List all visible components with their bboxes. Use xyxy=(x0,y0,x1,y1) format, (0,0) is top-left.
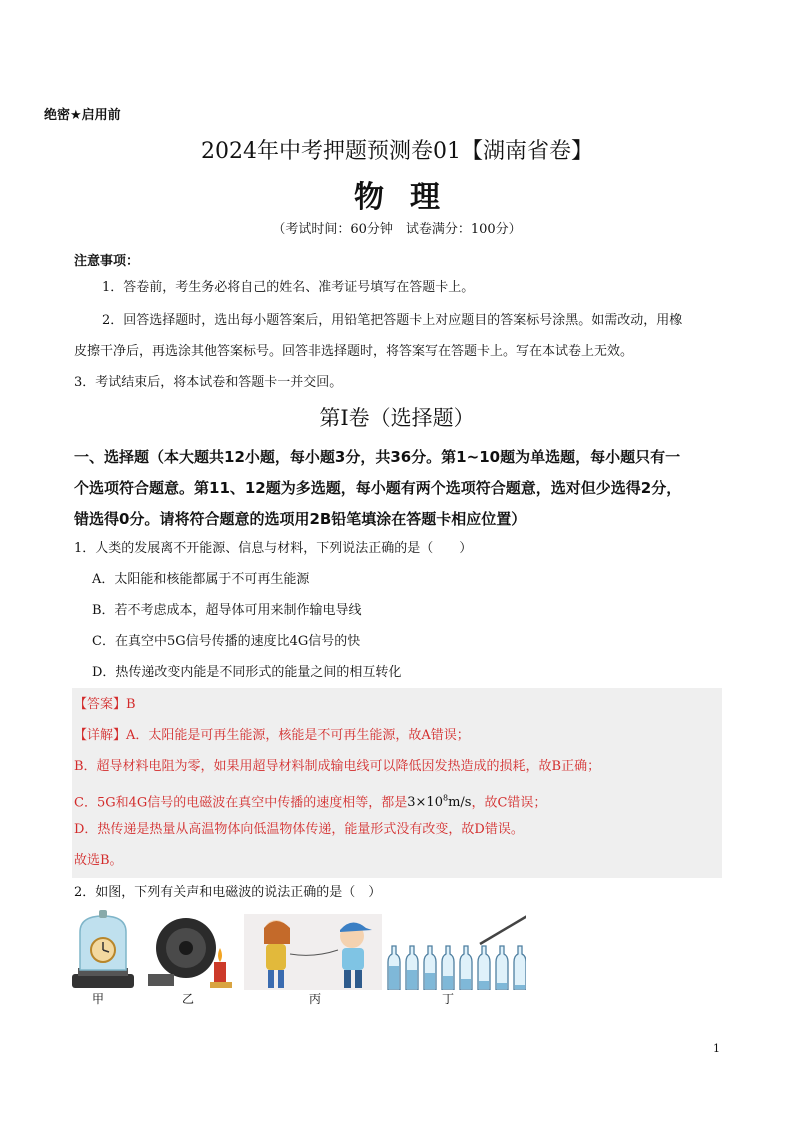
bottle-water xyxy=(443,976,453,989)
bell-jar-base xyxy=(72,974,134,988)
candle xyxy=(214,962,226,984)
part-heading-line-2: 个选项符合题意。第11、12题为多选题，每小题有两个选项符合题意，选对但少选得2分， xyxy=(74,479,682,497)
page-number: 1 xyxy=(713,1042,720,1055)
confidential-label: 绝密★启用前 xyxy=(44,108,121,123)
question-1-detail-line-4: D．热传递是热量从高温物体向低温物体传递，能量形式没有改变，故D错误。 xyxy=(74,822,524,837)
bottle-water xyxy=(515,985,525,989)
bottle-water xyxy=(389,966,399,989)
figure-label-jia: 甲 xyxy=(92,992,105,1006)
boy-leg xyxy=(355,970,362,988)
bottle-water xyxy=(497,983,507,989)
candle-flame xyxy=(218,948,222,962)
notice-item-2-line-1: 2．回答选择题时，选出每小题答案后，用铅笔把答题卡上对应题目的答案标号涂黑。如需改动，用橡 xyxy=(102,313,683,328)
question-2-stem: 2．如图，下列有关声和电磁波的说法正确的是（ ） xyxy=(74,885,382,900)
question-1-detail-line-5: 故选B。 xyxy=(74,853,123,868)
bottle-water xyxy=(425,973,435,989)
question-1-detail-line-2: B．超导材料电阻为零，如果用超导材料制成输电线可以降低因发热造成的损耗，故B正确； xyxy=(74,759,601,774)
bottle-water xyxy=(407,970,417,989)
string-telephone-figure xyxy=(244,914,382,990)
water-bottles-figure xyxy=(384,908,526,990)
part-heading-line-1: 一、选择题（本大题共12小题，每小题3分，共36分。第1~10题为单选题，每小题只有一 xyxy=(74,448,681,466)
paper-title: 2024年中考押题预测卷01【湖南省卷】 xyxy=(201,139,593,164)
part-heading-line-3: 错选得0分。请将符合题意的选项用2B铅笔填涂在答题卡相应位置） xyxy=(74,510,527,528)
question-1-option-a: A．太阳能和核能都属于不可再生能源 xyxy=(92,572,310,587)
notice-item-2-line-2: 皮擦干净后，再选涂其他答案标号。回答非选择题时，将答案写在答题卡上。写在本试卷上无效。 xyxy=(74,344,634,359)
question-1-stem: 1．人类的发展离不开能源、信息与材料，下列说法正确的是（ ） xyxy=(74,541,473,556)
jar-knob xyxy=(99,910,107,918)
part-heading xyxy=(74,442,726,535)
girl-leg xyxy=(278,970,284,988)
light-speed-value xyxy=(407,795,471,810)
girl-leg xyxy=(268,970,274,988)
notice-item-3: 3．考试结束后，将本试卷和答题卡一并交回。 xyxy=(74,375,343,390)
bottle-water xyxy=(479,981,489,989)
notice-heading: 注意事项： xyxy=(74,254,140,269)
question-1-option-c: C．在真空中5G信号传播的速度比4G信号的快 xyxy=(92,634,361,649)
bell-jar-figure xyxy=(70,910,136,990)
tapping-stick xyxy=(480,912,526,944)
question-1-answer: 【答案】B xyxy=(74,697,136,712)
subject-title: 物理 xyxy=(354,180,466,215)
exam-info: （考试时间：60分钟 试卷满分：100分） xyxy=(272,222,522,237)
bottle-water xyxy=(461,979,471,989)
section-title: 第Ⅰ卷（选择题） xyxy=(319,406,475,430)
boy-leg xyxy=(344,970,351,988)
question-1-detail-line-1: 【详解】A．太阳能是可再生能源，核能是不可再生能源，故A错误； xyxy=(74,728,470,743)
light-speed-base: 3×10 xyxy=(407,795,443,811)
figure-label-bing: 丙 xyxy=(309,992,322,1006)
boy-body xyxy=(342,948,364,970)
bottle xyxy=(514,946,526,990)
candle-base xyxy=(210,982,232,988)
question-1-option-b: B．若不考虑成本，超导体可用来制作输电导线 xyxy=(92,603,362,618)
detail-line-3-end: ，故C错误； xyxy=(471,795,547,811)
figure-label-yi: 乙 xyxy=(182,992,195,1006)
speaker-candle-figure xyxy=(148,912,238,990)
light-speed-exponent: 8 xyxy=(442,794,449,803)
girl-body xyxy=(266,944,286,970)
notice-item-1: 1．答卷前，考生务必将自己的姓名、准考证号填写在答题卡上。 xyxy=(102,280,475,295)
question-1-option-d: D．热传递改变内能是不同形式的能量之间的相互转化 xyxy=(92,665,402,680)
speaker-center xyxy=(179,941,193,955)
detail-line-3-start: C．5G和4G信号的电磁波在真空中传播的速度相等，都是 xyxy=(74,795,408,811)
figure-label-ding: 丁 xyxy=(442,992,455,1006)
speaker-stand xyxy=(148,974,174,986)
light-speed-unit: m/s xyxy=(448,795,472,811)
